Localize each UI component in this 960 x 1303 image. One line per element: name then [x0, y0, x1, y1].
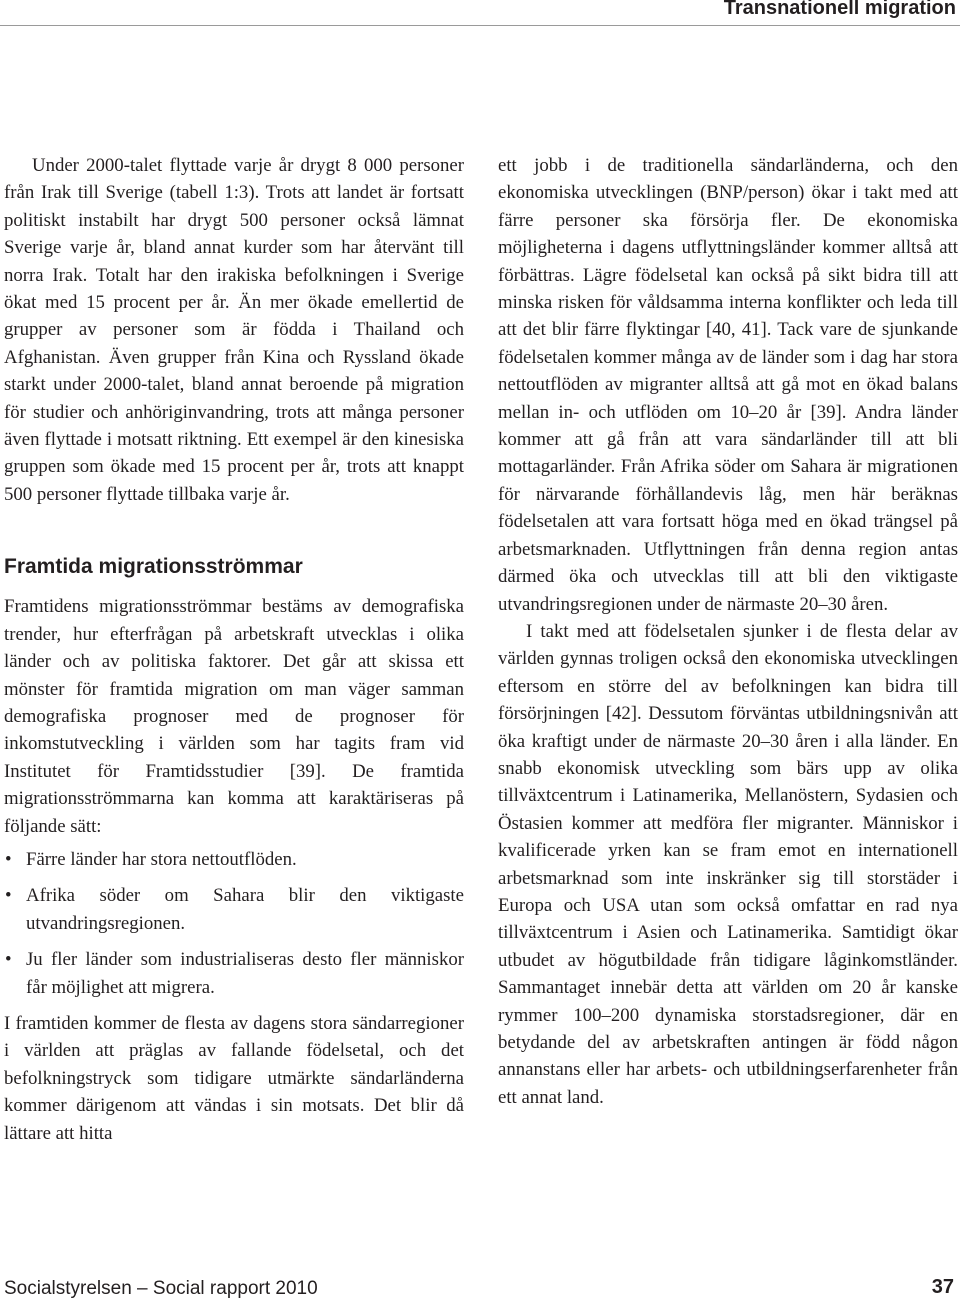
- page-footer: [0, 1276, 960, 1303]
- bullet-text: Ju fler länder som industrialiseras desto fler människor får möjlighet att migrera.: [26, 949, 464, 998]
- paragraph-iraq-migration: Under 2000-talet flyttade varje år drygt 8 000 personer från Irak till Sverige (tabell 1:3). Trots att landet är fortsatt politiskt instabilt har drygt 500 personer också lämnat Sverige varje år, bland annat kurder som har återvänt till norra Irak. Totalt har den irakiska befolkningen i Sverige ökat med 15 procent per år. Än mer ökade emellertid de grupper av personer som är födda i Thailand och Afghanistan. Även grupper från Kina och Ryssland ökade starkt under 2000-talet, bland annat beroende på migration för studier och anhöriginvandring, trots att många personer även flyttade i motsatt riktning. Ett exempel är den kinesiska gruppen som ökade med 15 procent per år, trots att knappt 500 personer flyttade tillbaka varje år.: [4, 155, 464, 505]
- bullet-item: [4, 946, 464, 1001]
- running-header-title: Transnationell migration: [723, 0, 956, 19]
- footer-publication: Socialstyrelsen – Social rapport 2010: [4, 1278, 318, 1299]
- bullet-item: [4, 846, 464, 873]
- paragraph-future-flows: Framtidens migrationsströmmar bestäms av demografiska trender, hur efterfrågan på arbetskraft utvecklas i olika länder och av politiska faktorer. Det går att skissa ett mönster för framtida migration om man väger samman demografiska prognoser med de prognoser för inkomstutveckling i världen som har tagits fram vid Institutet för Framtidsstudier [39]. De framtida migrationsströmmarna kan komma att karaktäriseras på följande sätt:: [4, 596, 464, 837]
- bullet-text: Afrika söder om Sahara blir den viktigaste utvandringsregionen.: [26, 885, 464, 934]
- page-header: [0, 0, 960, 24]
- bullet-icon: •: [5, 949, 12, 971]
- left-column: [4, 152, 464, 1147]
- bullet-text: Färre länder har stora nettoutflöden.: [26, 848, 297, 870]
- page-number: 37: [931, 1276, 954, 1298]
- bullet-item: [4, 882, 464, 937]
- paragraph-economic-development: ett jobb i de traditionella sändarländerna, och den ekonomiska utvecklingen (BNP/person) ökar i takt med att färre personer ska försörja fler. De ekonomiska möjligheterna i dagens utflyttningsländer kommer alltså att förbättras. Lägre födelsetal kan också på sikt bidra till att minska risken för våldsamma interna konflikter och leda till att det blir färre flyktingar [40, 41]. Tack vare de sjunkande födelsetalen kommer många av de länder som i dag har stora nettoutflöden av migranter alltså att gå mot en ökad balans mellan in- och utflöden om 10–20 år [39]. Andra länder kommer att gå från att vara sändarländer till att bli mottagarländer. Från Afrika söder om Sahara är migrationen för närvarande förhållandevis låg, men här beräknas födelsetalen att vara fortsatt höga med en ökad trängsel på arbetsmarknaden. Utflyttningen från denna region antas därmed öka och utvecklas till att bli den viktigaste utvandringsregionen under de närmaste 20–30 åren.: [498, 155, 958, 615]
- bullet-icon: •: [5, 848, 12, 870]
- paragraph-falling-birth-rates: I takt med att födelsetalen sjunker i de flesta delar av världen gynnas troligen också den ekonomiska utvecklingen eftersom en större del av befolkningen kan bidra till försörjningen [42]. Dessutom förväntas utbildningsnivån att öka kraftigt under de närmaste 20–30 åren i alla länder. En snabb ekonomisk utveckling som bärs upp av olika tillväxtcentrum i Latinamerika, Mellanöstern, Sydasien och Östasien kommer att medföra fler migranter. Människor i kvalificerade yrken kan se fram emot en internationell arbetsmarknad som inte inskränker sig till storstäder i Europa och USA utan som också omfattar en rad nya tillväxtcentrum i Asien och Latinamerika. Samtidigt ökar utbudet av högutbildade från tidigare låginkomstländer. Sammantaget innebär detta att världen om 20 år kanske rymmer 100–200 dynamiska storstadsregioner, där en betydande del av arbetskraften antingen är född någon annanstans eller har arbets- och utbildningserfarenheter från ett annat land.: [498, 620, 958, 1108]
- right-column: [498, 152, 958, 1111]
- section-heading: Framtida migrationsströmmar: [4, 555, 303, 579]
- bullet-list: [4, 846, 464, 1001]
- bullet-icon: •: [5, 885, 12, 907]
- header-divider: [0, 25, 960, 26]
- paragraph-future-regions: I framtiden kommer de flesta av dagens stora sändarregioner i världen att präglas av fallande födelsetal, och det befolkningstryck som tidigare utmärkte sändarländerna kommer därigenom att vändas i sin motsats. Det blir då lättare att hitta: [4, 1012, 464, 1144]
